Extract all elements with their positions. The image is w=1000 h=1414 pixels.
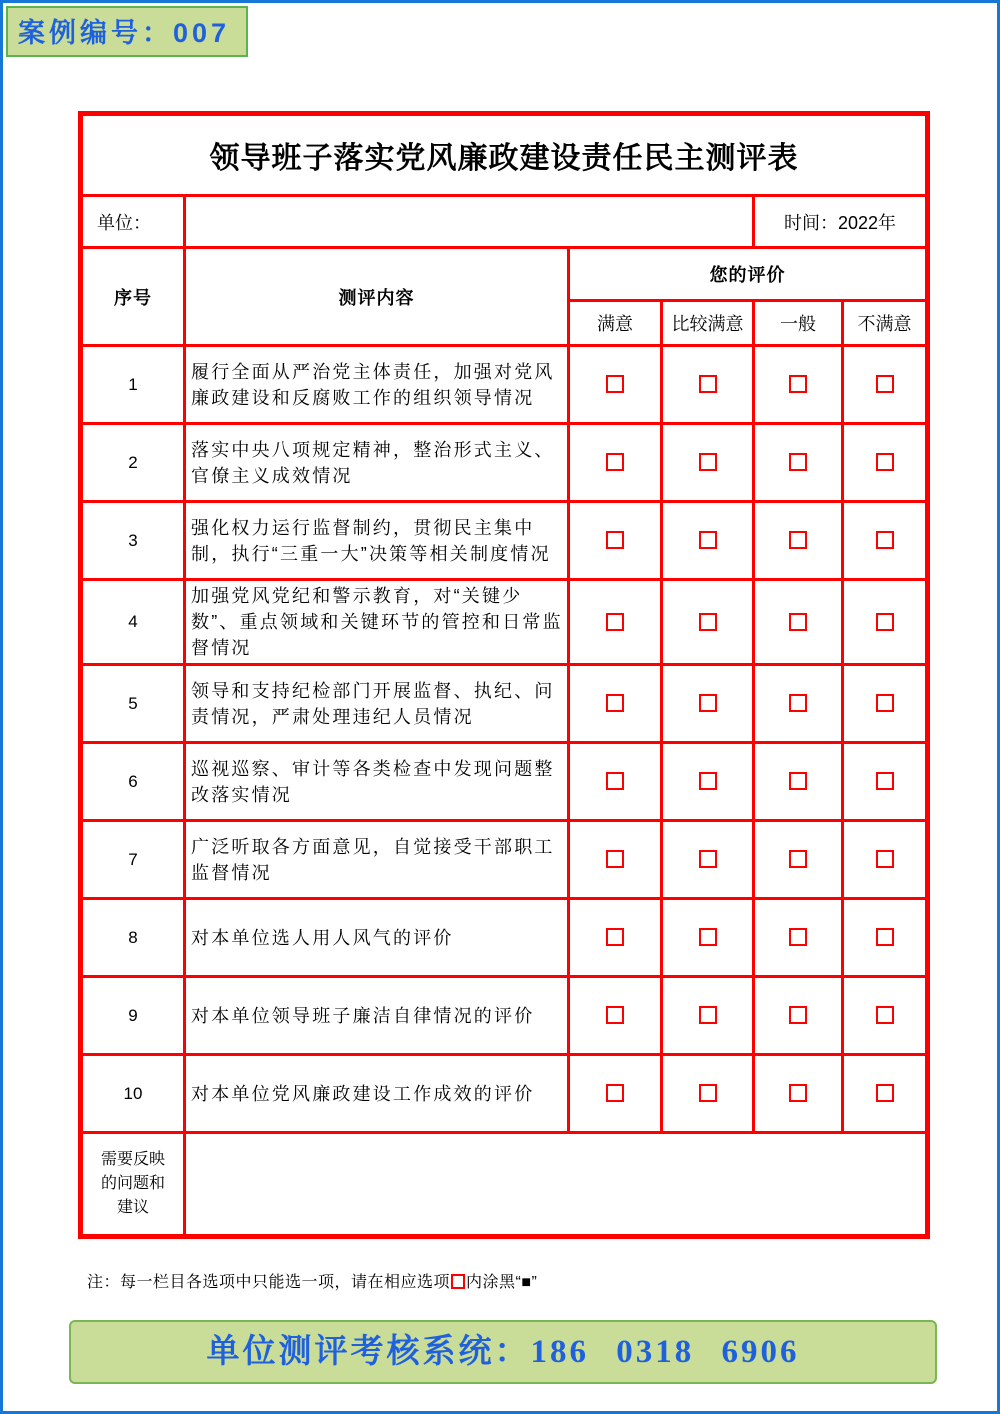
row-content: 巡视巡察、审计等各类检查中发现问题整改落实情况	[185, 743, 569, 821]
unit-input-cell[interactable]	[185, 196, 754, 248]
row-index: 9	[81, 977, 185, 1055]
table-row	[81, 580, 928, 665]
rating-checkbox[interactable]	[699, 613, 717, 631]
rating-checkbox[interactable]	[789, 375, 807, 393]
table-row	[81, 502, 928, 580]
note	[87, 1269, 537, 1292]
rating-cell	[843, 424, 928, 502]
rating-cell	[569, 346, 662, 424]
rating-checkbox[interactable]	[606, 453, 624, 471]
rating-checkbox[interactable]	[699, 375, 717, 393]
rating-cell	[662, 424, 754, 502]
rating-checkbox[interactable]	[699, 453, 717, 471]
row-index: 6	[81, 743, 185, 821]
rating-checkbox[interactable]	[789, 531, 807, 549]
header-row	[81, 248, 928, 301]
rating-cell	[569, 899, 662, 977]
feedback-label: 需要反映的问题和建议	[81, 1133, 185, 1237]
rating-checkbox[interactable]	[606, 1006, 624, 1024]
option-header-unsatisfied: 不满意	[843, 301, 928, 346]
row-index: 10	[81, 1055, 185, 1133]
rating-cell	[754, 502, 843, 580]
rating-cell	[843, 1055, 928, 1133]
row-content: 对本单位领导班子廉洁自律情况的评价	[185, 977, 569, 1055]
feedback-row	[81, 1133, 928, 1237]
rating-checkbox[interactable]	[699, 1006, 717, 1024]
row-content: 强化权力运行监督制约，贯彻民主集中制，执行“三重一大”决策等相关制度情况	[185, 502, 569, 580]
rating-checkbox[interactable]	[699, 850, 717, 868]
row-index: 7	[81, 821, 185, 899]
table-row	[81, 821, 928, 899]
row-content: 履行全面从严治党主体责任，加强对党风廉政建设和反腐败工作的组织领导情况	[185, 346, 569, 424]
rating-checkbox[interactable]	[789, 850, 807, 868]
rating-cell	[569, 821, 662, 899]
rating-cell	[754, 821, 843, 899]
time-label: 时间：2022年	[754, 196, 928, 248]
rating-cell	[662, 977, 754, 1055]
table-row	[81, 1055, 928, 1133]
rating-cell	[569, 424, 662, 502]
rating-cell	[662, 743, 754, 821]
rating-cell	[569, 580, 662, 665]
option-header-satisfied: 满意	[569, 301, 662, 346]
empty-checkbox-icon	[451, 1274, 465, 1289]
rating-checkbox[interactable]	[699, 531, 717, 549]
rating-checkbox[interactable]	[876, 453, 894, 471]
rating-checkbox[interactable]	[876, 1006, 894, 1024]
rating-checkbox[interactable]	[876, 694, 894, 712]
rating-checkbox[interactable]	[789, 1084, 807, 1102]
row-index: 3	[81, 502, 185, 580]
rating-checkbox[interactable]	[789, 1006, 807, 1024]
table-row	[81, 665, 928, 743]
rating-cell	[843, 665, 928, 743]
row-content: 落实中央八项规定精神，整治形式主义、官僚主义成效情况	[185, 424, 569, 502]
rating-cell	[843, 743, 928, 821]
rating-cell	[754, 665, 843, 743]
rating-cell	[843, 502, 928, 580]
title-row	[81, 114, 928, 196]
rating-cell	[662, 502, 754, 580]
option-header-average: 一般	[754, 301, 843, 346]
rating-checkbox[interactable]	[606, 928, 624, 946]
rating-checkbox[interactable]	[789, 453, 807, 471]
row-index: 4	[81, 580, 185, 665]
rating-cell	[754, 1055, 843, 1133]
rating-cell	[569, 665, 662, 743]
rating-cell	[662, 580, 754, 665]
rating-checkbox[interactable]	[606, 1084, 624, 1102]
rating-checkbox[interactable]	[606, 531, 624, 549]
rating-cell	[662, 665, 754, 743]
row-content: 领导和支持纪检部门开展监督、执纪、问责情况，严肃处理违纪人员情况	[185, 665, 569, 743]
rating-checkbox[interactable]	[876, 772, 894, 790]
feedback-input-cell[interactable]	[185, 1133, 928, 1237]
table-row	[81, 743, 928, 821]
table-row	[81, 424, 928, 502]
col-header-index: 序号	[81, 248, 185, 346]
footer-bar: 单位测评考核系统：186 0318 6906	[69, 1320, 937, 1384]
rating-checkbox[interactable]	[606, 772, 624, 790]
rating-checkbox[interactable]	[699, 772, 717, 790]
rating-checkbox[interactable]	[789, 928, 807, 946]
rating-cell	[662, 899, 754, 977]
rating-checkbox[interactable]	[876, 928, 894, 946]
rating-cell	[569, 743, 662, 821]
rating-cell	[843, 346, 928, 424]
case-number-badge: 案例编号：007	[6, 6, 248, 57]
table-row	[81, 977, 928, 1055]
form-title: 领导班子落实党风廉政建设责任民主测评表	[81, 114, 928, 196]
rating-checkbox[interactable]	[789, 694, 807, 712]
unit-label: 单位：	[81, 196, 185, 248]
row-index: 1	[81, 346, 185, 424]
rating-cell	[662, 346, 754, 424]
rating-cell	[754, 977, 843, 1055]
row-content: 加强党风党纪和警示教育，对“关键少数”、重点领域和关键环节的管控和日常监督情况	[185, 580, 569, 665]
rating-cell	[662, 821, 754, 899]
rating-checkbox[interactable]	[606, 375, 624, 393]
rating-cell	[754, 346, 843, 424]
rating-cell	[754, 424, 843, 502]
row-content: 对本单位党风廉政建设工作成效的评价	[185, 1055, 569, 1133]
evaluation-form-table	[78, 111, 930, 1239]
rating-cell	[569, 502, 662, 580]
rating-cell	[754, 899, 843, 977]
rating-cell	[843, 977, 928, 1055]
rating-cell	[843, 821, 928, 899]
rating-cell	[754, 580, 843, 665]
row-index: 8	[81, 899, 185, 977]
rating-checkbox[interactable]	[876, 531, 894, 549]
row-content: 对本单位选人用人风气的评价	[185, 899, 569, 977]
rating-checkbox[interactable]	[699, 694, 717, 712]
rating-checkbox[interactable]	[606, 613, 624, 631]
rating-cell	[754, 743, 843, 821]
rating-checkbox[interactable]	[876, 613, 894, 631]
col-header-content: 测评内容	[185, 248, 569, 346]
note-text-mid: 内涂黑	[466, 1274, 516, 1291]
col-header-rating: 您的评价	[569, 248, 928, 301]
rating-cell	[843, 899, 928, 977]
row-index: 5	[81, 665, 185, 743]
option-header-fairly-satisfied: 比较满意	[662, 301, 754, 346]
rating-checkbox[interactable]	[789, 613, 807, 631]
note-text-prefix: 注：每一栏目各选项中只能选一项，请在相应选项	[87, 1274, 451, 1291]
rating-checkbox[interactable]	[606, 850, 624, 868]
unit-time-row	[81, 196, 928, 248]
rating-checkbox[interactable]	[699, 1084, 717, 1102]
rating-cell	[843, 580, 928, 665]
rating-cell	[569, 977, 662, 1055]
rating-cell	[569, 1055, 662, 1133]
rating-checkbox[interactable]	[876, 375, 894, 393]
note-text-suffix: “■”	[515, 1274, 538, 1291]
rating-checkbox[interactable]	[876, 850, 894, 868]
row-content: 广泛听取各方面意见，自觉接受干部职工监督情况	[185, 821, 569, 899]
rating-checkbox[interactable]	[789, 772, 807, 790]
row-index: 2	[81, 424, 185, 502]
rating-cell	[662, 1055, 754, 1133]
rating-checkbox[interactable]	[876, 1084, 894, 1102]
rating-checkbox[interactable]	[699, 928, 717, 946]
table-row	[81, 899, 928, 977]
table-row	[81, 346, 928, 424]
rating-checkbox[interactable]	[606, 694, 624, 712]
